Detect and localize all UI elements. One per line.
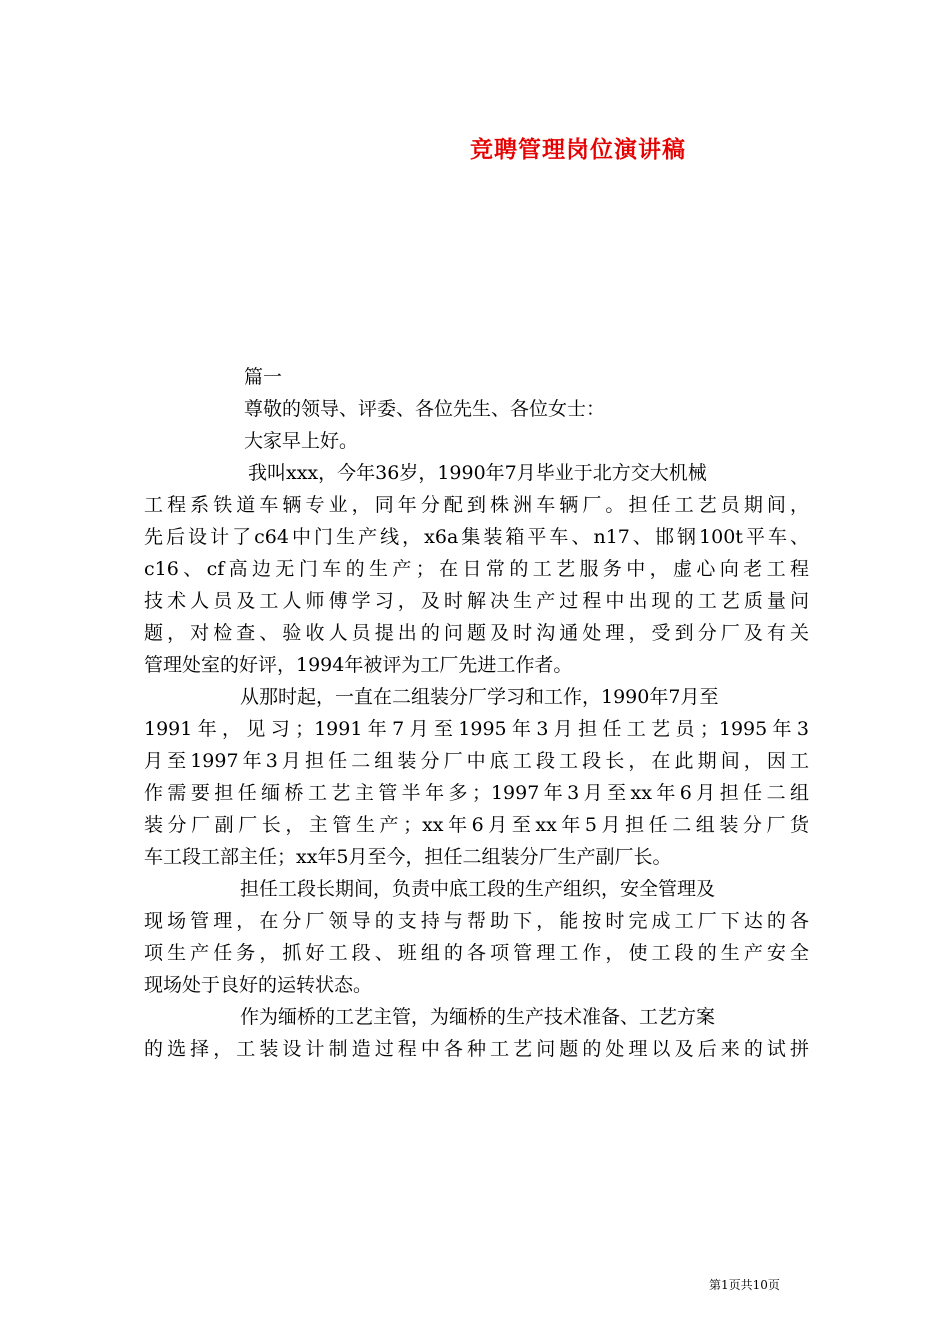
text-line: 篇一 (244, 366, 283, 388)
document-title: 竞聘管理岗位演讲稿 (470, 136, 686, 163)
text-line: 管理处室的好评，1994年被评为工厂先进工作者。 (144, 654, 573, 676)
text-line: 尊敬的领导、评委、各位先生、各位女士： (244, 398, 606, 420)
text-line: 装分厂副厂长，主管生产；xx年6月至xx年5月担任二组装分厂货 (144, 814, 809, 836)
text-line: 作需要担任缅桥工艺主管半年多；1997年3月至xx年6月担任二组 (144, 782, 809, 804)
text-line: 车工段工部主任；xx年5月至今，担任二组装分厂生产副厂长。 (144, 846, 672, 868)
text-line: 大家早上好。 (244, 430, 359, 452)
text-line: 现场处于良好的运转状态。 (144, 974, 373, 996)
document-body (144, 361, 809, 1065)
text-line: 的选择，工装设计制造过程中各种工艺问题的处理以及后来的试拼 (144, 1038, 809, 1060)
text-line: 题，对检查、验收人员提出的问题及时沟通处理，受到分厂及有关 (144, 622, 809, 644)
text-line: 我叫xxx，今年36岁，1990年7月毕业于北方交大机械 (248, 462, 707, 484)
text-line: 现场管理，在分厂领导的支持与帮助下，能按时完成工厂下达的各 (144, 910, 809, 932)
text-line: 先后设计了c64中门生产线，x6a集装箱平车、n17、邯钢100t平车、 (144, 526, 809, 548)
text-line: 月至1997年3月担任二组装分厂中底工段工段长，在此期间，因工 (144, 750, 809, 772)
text-line: c16、cf高边无门车的生产；在日常的工艺服务中，虚心向老工程 (144, 558, 809, 580)
text-line: 工程系铁道车辆专业，同年分配到株洲车辆厂。担任工艺员期间， (144, 494, 809, 516)
text-line: 1991年，见习；1991年7月至1995年3月担任工艺员；1995年3 (144, 718, 809, 740)
text-line: 技术人员及工人师傅学习，及时解决生产过程中出现的工艺质量问 (144, 590, 809, 612)
text-line: 担任工段长期间，负责中底工段的生产组织，安全管理及 (240, 878, 716, 900)
text-line: 作为缅桥的工艺主管，为缅桥的生产技术准备、工艺方案 (240, 1006, 716, 1028)
text-line: 项生产任务，抓好工段、班组的各项管理工作，使工段的生产安全 (144, 942, 809, 964)
text-line: 从那时起，一直在二组装分厂学习和工作，1990年7月至 (240, 686, 719, 708)
page-number: 第1页共10页 (709, 1278, 780, 1292)
